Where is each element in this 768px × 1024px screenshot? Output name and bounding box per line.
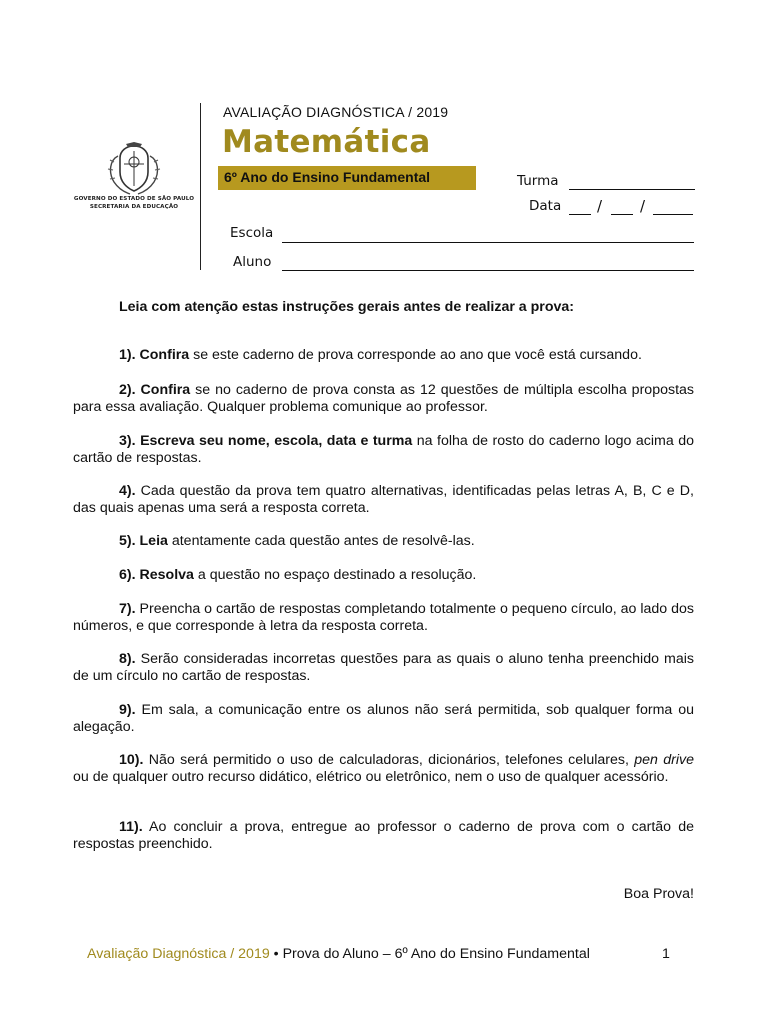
date-month-field[interactable] [611, 214, 633, 215]
instruction-item [73, 819, 694, 853]
instruction-number: 4). [119, 483, 136, 499]
government-logo [68, 142, 200, 214]
instruction-text: atentamente cada questão antes de resolvê-las. [167, 533, 475, 549]
closing-text: Boa Prova! [623, 886, 694, 902]
instruction-text: ou de qualquer outro recurso didático, elétrico ou eletrônico, nem o uso de qualquer acessório. [73, 769, 669, 785]
exam-label: AVALIAÇÃO DIAGNÓSTICA / 2019 [223, 104, 449, 120]
instruction-number: 8). [119, 651, 136, 667]
date-day-field[interactable] [569, 214, 591, 215]
instruction-number: 10). [119, 752, 144, 768]
instruction-item [73, 702, 694, 736]
instruction-item [73, 347, 694, 364]
instruction-text: se no caderno de prova consta as 12 questões de múltipla escolha propostas para essa avaliação. Qualquer problema comunique ao professor. [73, 382, 694, 415]
instruction-number: 5). [119, 533, 136, 549]
date-year-field[interactable] [653, 214, 693, 215]
instruction-text: Não será permitido o uso de calculadoras, dicionários, telefones celulares, [143, 752, 635, 768]
logo-text-secretariat: SECRETARIA DA EDUCAÇÃO [89, 204, 179, 210]
page-footer [87, 946, 670, 962]
instruction-keyword: Leia [139, 533, 168, 549]
coat-of-arms-icon [104, 142, 164, 196]
instruction-item [73, 483, 694, 517]
instruction-keyword: Confira [139, 347, 190, 363]
instruction-italic-text: pen drive [634, 752, 694, 768]
grade-band [218, 166, 476, 190]
escola-label: Escola [230, 225, 274, 241]
header-divider [200, 103, 201, 270]
turma-label: Turma [517, 173, 559, 189]
footer-description: • Prova do Aluno – 6º Ano do Ensino Fundamental [269, 946, 590, 962]
instruction-item [73, 752, 694, 786]
instruction-number: 1). [119, 347, 136, 363]
escola-field[interactable] [282, 242, 694, 243]
instruction-text: Em sala, a comunicação entre os alunos não será permitida, sob qualquer forma ou alegação. [73, 702, 694, 735]
instruction-keyword: Resolva [139, 567, 194, 583]
instruction-text: Ao concluir a prova, entregue ao professor o caderno de prova com o cartão de respostas preenchido. [73, 819, 694, 852]
instruction-item [73, 567, 694, 584]
instruction-number: 9). [119, 702, 136, 718]
page-number: 1 [662, 946, 670, 962]
instruction-keyword: Escreva seu nome, escola, data e turma [140, 433, 413, 449]
instruction-text: Cada questão da prova tem quatro alternativas, identificadas pelas letras A, B, C e D, das quais apenas uma será a resposta correta. [73, 483, 694, 516]
footer-exam-name: Avaliação Diagnóstica / 2019 [87, 946, 270, 962]
date-separator: / [597, 197, 603, 215]
instruction-text: se este caderno de prova corresponde ao ano que você está cursando. [189, 347, 642, 363]
instruction-number: 6). [119, 567, 136, 583]
instruction-number: 2). [119, 382, 136, 398]
instruction-item [73, 651, 694, 685]
instruction-number: 11). [119, 819, 143, 835]
instruction-text: Serão consideradas incorretas questões para as quais o aluno tenha preenchido mais de um círculo no cartão de respostas. [73, 651, 694, 684]
instruction-item [73, 433, 694, 467]
grade-label: 6º Ano do Ensino Fundamental [224, 169, 431, 185]
instruction-keyword: Confira [140, 382, 191, 398]
instruction-item [73, 382, 694, 416]
instruction-number: 7). [119, 601, 136, 617]
subject-title: Matemática [222, 124, 431, 160]
instruction-text: na folha de rosto do caderno logo acima do cartão de respostas. [73, 433, 695, 466]
aluno-label: Aluno [233, 254, 272, 270]
instruction-item [73, 601, 694, 635]
aluno-field[interactable] [282, 270, 694, 271]
date-separator: / [640, 197, 646, 215]
instruction-item [73, 533, 694, 550]
turma-field[interactable] [569, 189, 695, 190]
instructions-heading: Leia com atenção estas instruções gerais antes de realizar a prova: [119, 299, 574, 315]
instruction-number: 3). [119, 433, 136, 449]
instruction-text: Preencha o cartão de respostas completando totalmente o pequeno círculo, ao lado dos números, e que corresponde à letra da resposta correta. [73, 601, 694, 634]
logo-text-government: GOVERNO DO ESTADO DE SÃO PAULO [73, 196, 195, 202]
data-label: Data [529, 198, 562, 214]
instruction-text: a questão no espaço destinado a resolução. [193, 567, 477, 583]
